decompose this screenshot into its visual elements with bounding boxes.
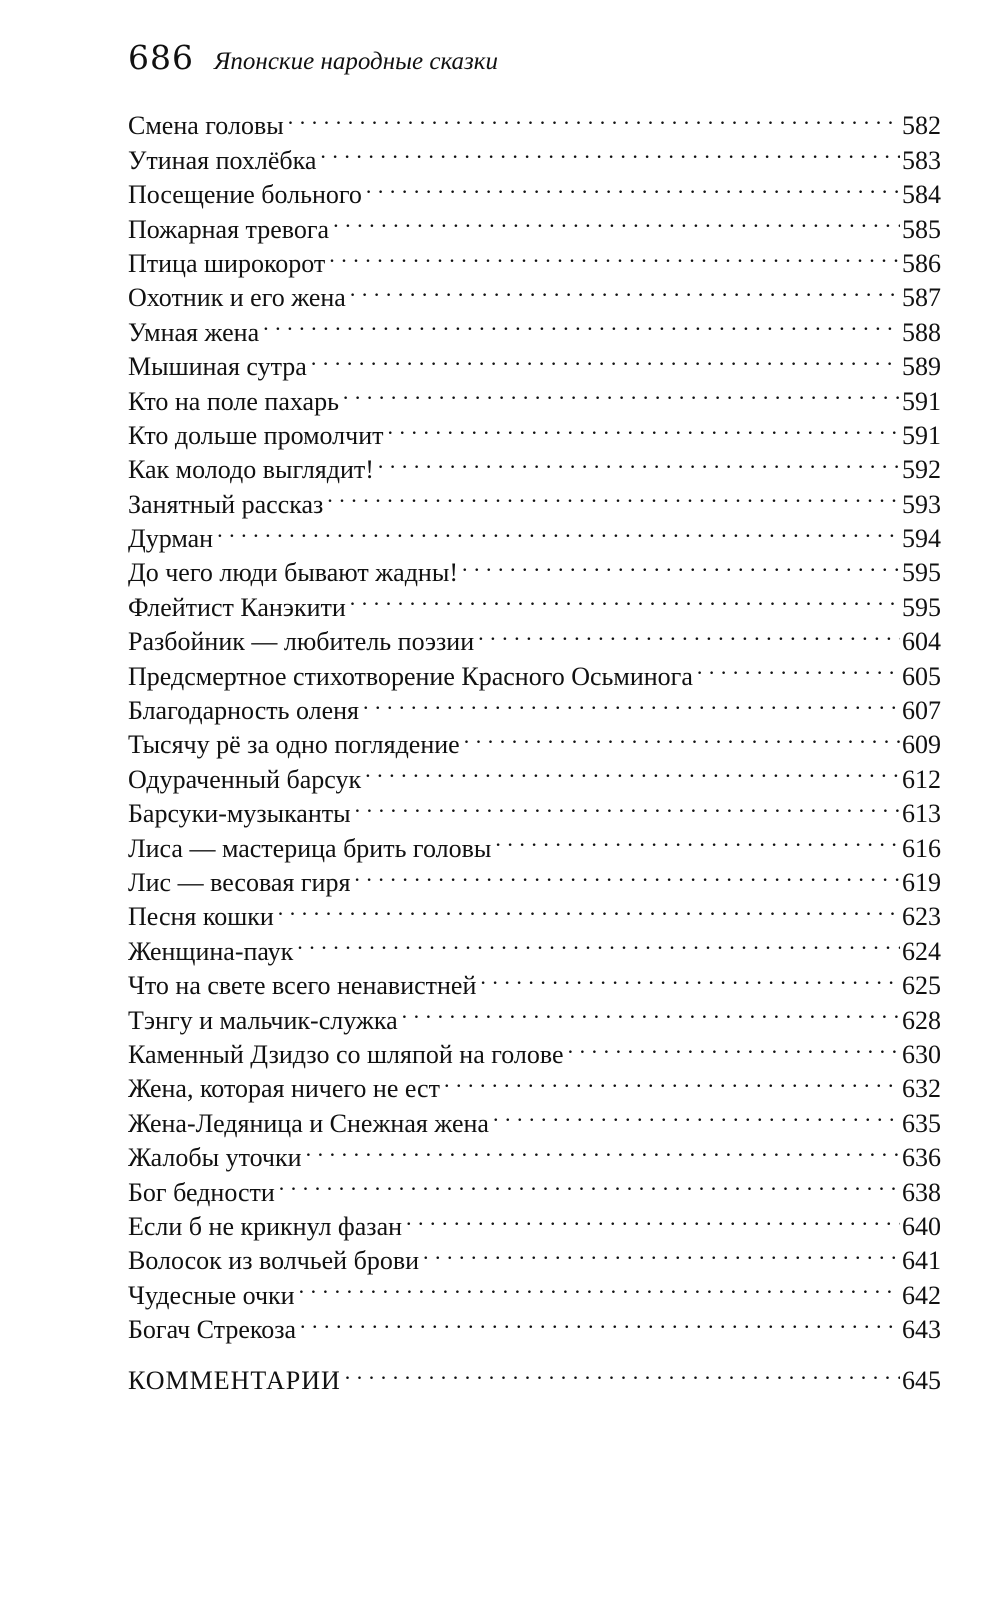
dot-leader [343,375,900,409]
running-head [128,38,498,78]
dot-leader [365,753,900,787]
toc-entry-title: Жалобы уточки [128,1143,302,1173]
toc-entry-page: 583 [902,145,941,175]
toc-entry-title: Каменный Дзидзо со шляпой на голове [128,1039,564,1069]
dot-leader [327,478,900,512]
dot-leader [480,960,900,994]
toc-entry-title: Пожарная тревога [128,214,330,244]
toc-entry-title: Богач Стрекоза [128,1315,297,1345]
dot-leader [354,857,900,891]
toc-entry-page: 630 [902,1039,941,1069]
dot-leader [406,1201,900,1235]
dot-leader [345,1355,900,1389]
toc-entry-page: 619 [902,867,941,897]
dot-leader [697,650,900,684]
toc-entry-title: Кто на поле пахарь [128,386,339,416]
dot-leader [378,444,900,478]
toc-entry-title: Флейтист Канэкити [128,592,346,622]
page-number: 686 [128,38,194,77]
toc-entry-title: Дурман [128,524,214,554]
toc-entry-title: Занятный рассказ [128,489,324,519]
toc-entry-page: 592 [902,455,941,485]
toc-entry-page: 643 [902,1315,941,1345]
dot-leader [444,1063,900,1097]
dot-leader [478,616,900,650]
toc-entry-page: 585 [902,214,941,244]
dot-leader [299,1269,900,1303]
toc-entry-title: Жена, которая ничего не ест [128,1074,440,1104]
dot-leader [306,1132,900,1166]
dot-leader [495,822,900,856]
dot-leader [423,1235,900,1269]
dot-leader [217,513,900,547]
toc-entry-page: 589 [902,352,941,382]
dot-leader [333,203,900,237]
toc-entry-page: 625 [902,971,941,1001]
dot-leader [329,238,900,272]
toc-entry-page: 612 [902,764,941,794]
toc-entry-page: 584 [902,180,941,210]
dot-leader [278,891,900,925]
toc-entry [128,513,941,554]
toc-entry-title: КОММЕНТАРИИ [128,1366,341,1395]
toc-entry-title: Жена-Ледяница и Снежная жена [128,1108,489,1138]
toc-entry-page: 616 [902,833,941,863]
dot-leader [388,410,900,444]
toc-entry-comments [128,1355,941,1395]
toc-entry-page: 593 [902,489,941,519]
dot-leader [263,306,900,340]
toc-entry-title: Мышиная сутра [128,352,307,382]
toc-entry-title: Песня кошки [128,902,274,932]
toc-entry-page: 636 [902,1143,941,1173]
toc-entry-title: Кто дольше промолчит [128,420,384,450]
toc-entry-page: 640 [902,1211,941,1241]
toc-entry-title: Умная жена [128,317,260,347]
toc-entry-title: Птица широкорот [128,248,326,278]
dot-leader [464,719,900,753]
toc-entry-page: 595 [902,592,941,622]
toc-entry-page: 641 [902,1246,941,1276]
dot-leader [402,994,900,1028]
toc-entry-title: Что на свете всего ненавистней [128,971,477,1001]
toc-entry-title: Тысячу рё за одно поглядение [128,730,460,760]
toc-entry-page: 591 [902,386,941,416]
toc-entry-title: Волосок из волчьей брови [128,1246,420,1276]
toc-entry [128,547,941,588]
dot-leader [366,169,900,203]
toc-entry-page: 624 [902,936,941,966]
table-of-contents [128,100,941,1345]
toc-entry [128,100,941,141]
toc-entry-title: Посещение больного [128,180,362,210]
toc-entry-page: 587 [902,283,941,313]
toc-entry-page: 645 [902,1366,941,1395]
dot-leader [288,100,900,134]
toc-entry-page: 635 [902,1108,941,1138]
toc-entry-title: Предсмертное стихотворение Красного Осьминога [128,661,693,691]
dot-leader [297,925,900,959]
toc-entry-title: Утиная похлёбка [128,145,317,175]
toc-entry-page: 628 [902,1005,941,1035]
book-title: Японские народные сказки [214,48,498,75]
toc-entry-title: Благодарность оленя [128,696,360,726]
toc-entry-page: 594 [902,524,941,554]
toc-entry-title: Если б не крикнул фазан [128,1211,403,1241]
toc-entry-title: Охотник и его жена [128,283,346,313]
toc-entry-page: 605 [902,661,941,691]
dot-leader [355,788,900,822]
toc-entry-title: Как молодо выглядит! [128,455,374,485]
toc-entry-title: Тэнгу и мальчик-служка [128,1005,398,1035]
dot-leader [363,685,900,719]
toc-entry-title: Бог бедности [128,1177,275,1207]
dot-leader [568,1029,900,1063]
dot-leader [462,547,900,581]
toc-entry-page: 586 [902,248,941,278]
toc-entry-title: Лиса — мастерица брить головы [128,833,492,863]
dot-leader [320,134,900,168]
dot-leader [350,581,900,615]
dot-leader [311,341,900,375]
toc-entry-title: До чего люди бывают жадны! [128,558,458,588]
toc-entry-page: 582 [902,111,941,141]
toc-entry-page: 623 [902,902,941,932]
toc-entry-title: Барсуки-музыканты [128,799,351,829]
toc-entry-page: 632 [902,1074,941,1104]
toc-entry-page: 591 [902,420,941,450]
toc-entry-title: Разбойник — любитель поэзии [128,627,475,657]
toc-entry-page: 604 [902,627,941,657]
dot-leader [493,1097,900,1131]
toc-entry-page: 595 [902,558,941,588]
toc-entry-page: 613 [902,799,941,829]
toc-entry-page: 588 [902,317,941,347]
toc-entry-title: Смена головы [128,111,284,141]
toc-entry-title: Чудесные очки [128,1280,295,1310]
toc-entry-title: Лис — весовая гиря [128,867,351,897]
toc-entry-page: 642 [902,1280,941,1310]
dot-leader [350,272,900,306]
dot-leader [279,1166,900,1200]
toc-entry-title: Женщина-паук [128,936,294,966]
toc-entry-title: Одураченный барсук [128,764,362,794]
toc-entry-page: 638 [902,1177,941,1207]
toc-entry-page: 607 [902,696,941,726]
toc-entry-page: 609 [902,730,941,760]
dot-leader [300,1304,900,1338]
